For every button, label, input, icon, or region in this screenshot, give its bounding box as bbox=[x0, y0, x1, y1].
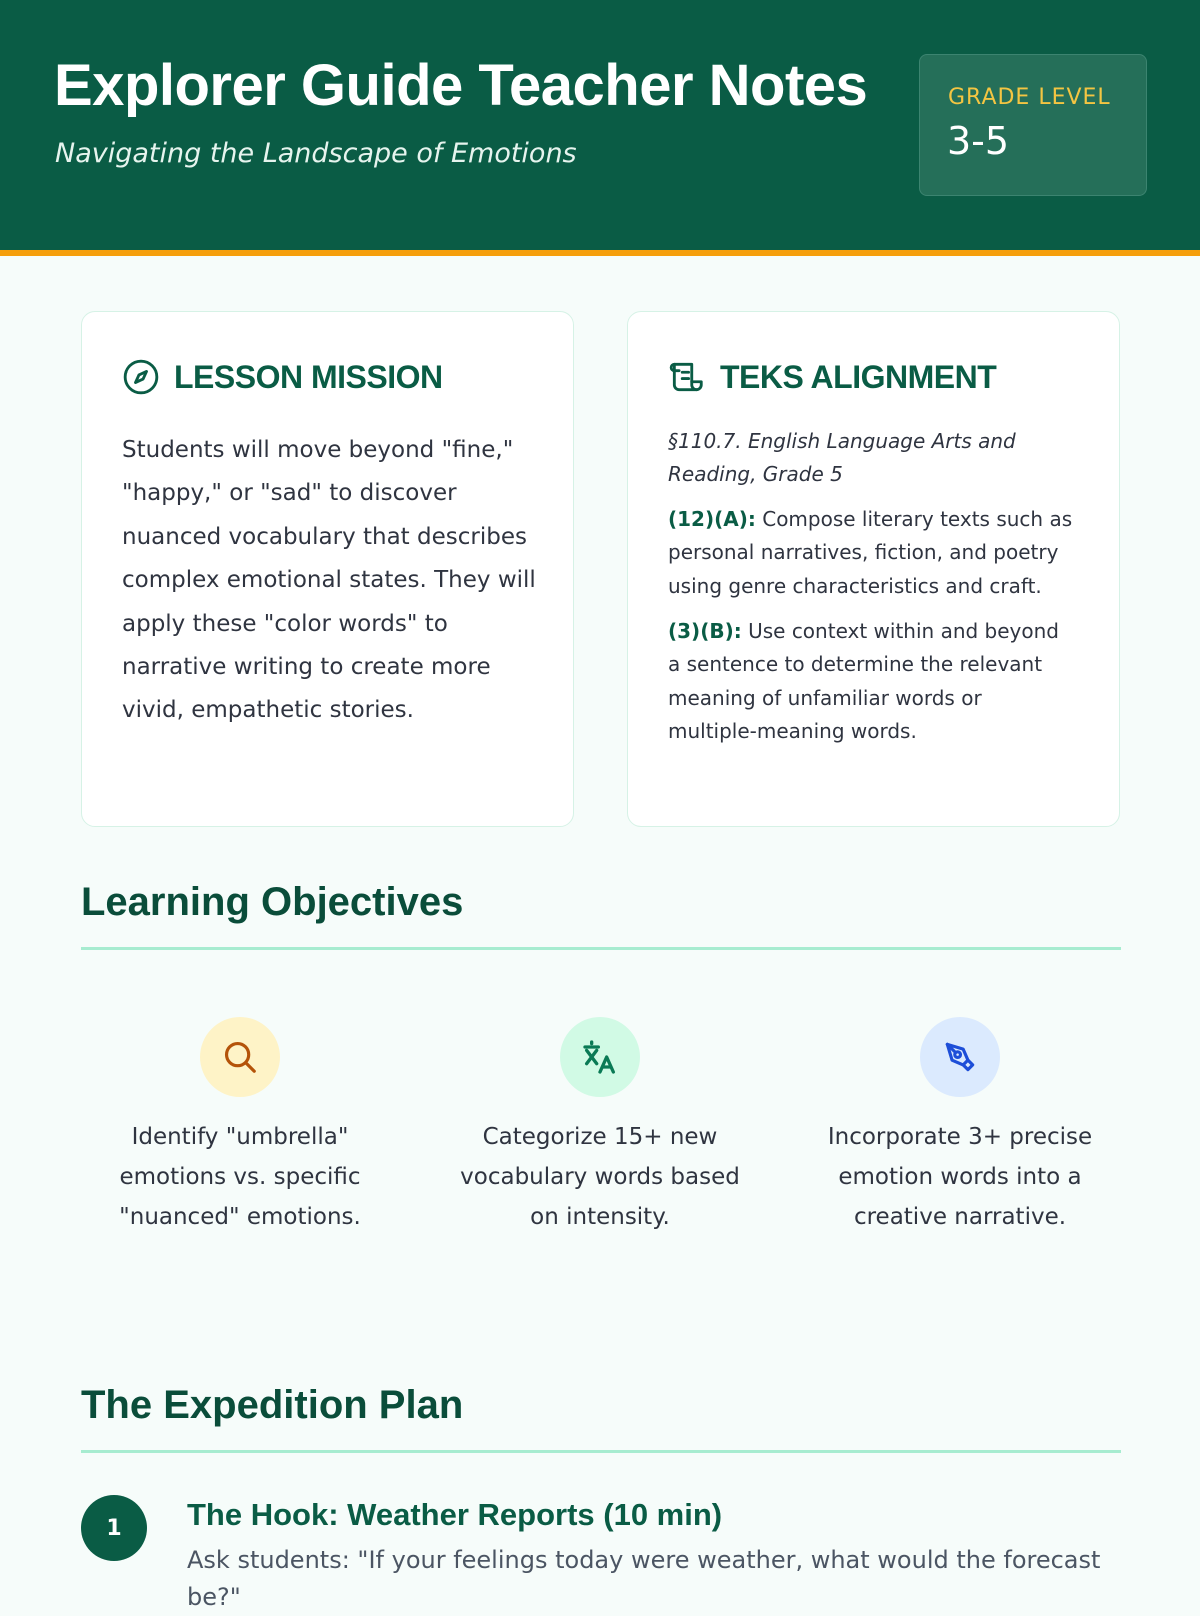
lesson-mission-text: Students will move beyond "fine," "happy," or "sad" to discover nuanced vocabulary that describes complex emotional states. They will apply these "color words" to narrative writing to create more vivid, empathetic stories. bbox=[122, 437, 536, 724]
teks-alignment-body bbox=[668, 425, 1076, 761]
teks-standard bbox=[668, 615, 1076, 749]
grade-level-label: GRADE LEVEL bbox=[948, 85, 1111, 110]
teks-alignment-card bbox=[627, 311, 1120, 827]
teks-standard-text: Compose literary texts such as personal narratives, fiction, and poetry using genre characteristics and craft. bbox=[668, 506, 1073, 598]
page-header bbox=[0, 0, 1200, 256]
page-subtitle: Navigating the Landscape of Emotions bbox=[55, 138, 577, 169]
teks-standard bbox=[668, 503, 1076, 603]
teks-alignment-heading: TEKS ALIGNMENT bbox=[720, 358, 997, 395]
section-divider bbox=[81, 947, 1121, 950]
objective-text: Identify "umbrella" emotions vs. specific "nuanced" emotions. bbox=[119, 1124, 361, 1230]
step-number-badge: 1 bbox=[81, 1495, 147, 1561]
objective-item bbox=[450, 1017, 750, 1237]
teks-reference: §110.7. English Language Arts and Reading, Grade 5 bbox=[668, 429, 1016, 487]
learning-objectives-heading: Learning Objectives bbox=[81, 880, 464, 924]
teks-alignment-header bbox=[668, 358, 996, 396]
pen-tool-icon bbox=[920, 1017, 1000, 1097]
objective-item bbox=[810, 1017, 1110, 1237]
step-title: The Hook: Weather Reports (10 min) bbox=[187, 1497, 723, 1532]
teks-standard-code: (3)(B): bbox=[668, 619, 742, 644]
grade-level-value: 3-5 bbox=[947, 119, 1010, 163]
lesson-mission-header bbox=[122, 358, 443, 396]
page-title: Explorer Guide Teacher Notes bbox=[54, 53, 868, 118]
teks-standard-code: (12)(A): bbox=[668, 506, 756, 531]
scroll-icon bbox=[668, 358, 706, 396]
section-divider bbox=[81, 1450, 1121, 1453]
objective-text: Incorporate 3+ precise emotion words into a creative narrative. bbox=[827, 1124, 1093, 1230]
lesson-mission-heading: LESSON MISSION bbox=[174, 358, 443, 395]
expedition-plan-heading: The Expedition Plan bbox=[81, 1383, 464, 1427]
step-description: Ask students: "If your feelings today were weather, what would the forecast be?" bbox=[187, 1546, 1101, 1611]
search-icon bbox=[200, 1017, 280, 1097]
objective-item bbox=[90, 1017, 390, 1237]
grade-level-card bbox=[919, 54, 1147, 196]
teks-standard-text: Use context within and beyond a sentence to determine the relevant meaning of unfamiliar words or multiple-meaning words. bbox=[668, 619, 1059, 744]
compass-icon bbox=[122, 358, 160, 396]
lesson-mission-card bbox=[81, 311, 574, 827]
objective-text: Categorize 15+ new vocabulary words based on intensity. bbox=[460, 1124, 740, 1230]
translate-icon bbox=[560, 1017, 640, 1097]
